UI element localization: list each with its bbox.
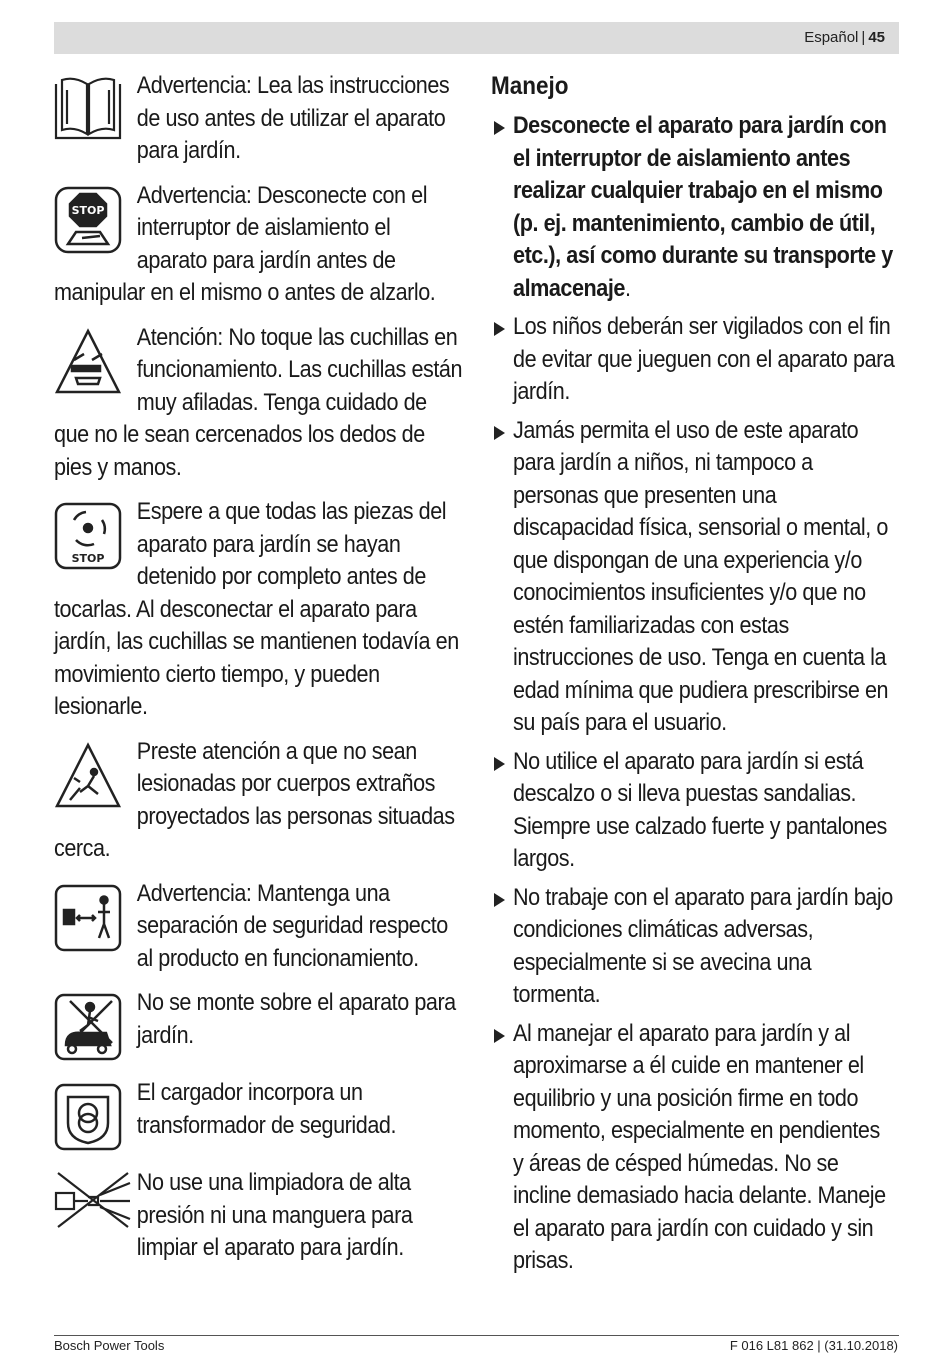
header-text [804,29,885,46]
list-item [491,1018,896,1278]
warning-text: Preste atención a que no sean lesionadas por cuerpos extraños proyectados las personas situadas cerca. [54,737,455,862]
handling-column [491,70,896,1284]
list-item-text: No utilice el aparato para jardín si está descalzo o si lleva puestas sandalias. Siempre use calzado fuerte y pantalones largos. [513,747,887,872]
page-number: 45 [868,29,885,46]
svg-text:STOP: STOP [71,203,105,217]
warning-text: No use una limpiadora de alta presión ni una manguera para limpiar el aparato para jardín. [136,1169,413,1261]
list-item-bold-text: Desconecte el aparato para jardín con el interruptor de aislamiento antes realizar cualquier trabajo en el mismo (p. ej. mantenimiento, cambio de útil, etc.), así como durante su transporte y almacenaje [513,112,893,302]
warning-text: Advertencia: Lea las instrucciones de uso antes de utilizar el aparato para jardín. [136,72,450,164]
list-item [491,746,896,876]
page-header [54,22,899,54]
warning-block [54,878,464,976]
list-item-text: Jamás permita el uso de este aparato para jardín a niños, ni tampoco a personas que presenten una discapacidad física, sensorial o mental, o que dispongan de una experiencia y/o conocimientos insuficientes y/o que no estén familiarizadas con estas instrucciones de uso. Tenga en cuenta la edad mínima que pudiera prescribirse en su país para el usuario. [513,416,889,736]
svg-text:STOP: STOP [71,552,105,565]
warning-text: Advertencia: Mantenga una separación de seguridad respecto al producto en funcionamiento. [136,879,448,972]
list-item [491,110,896,305]
list-item-text: Al manejar el aparato para jardín y al aproximarse a él cuide en mantener el equilibrio y una posición firme en todo momento, especialmente en pendientes y áreas de césped húmedas. No se incline demasiado hacia delante. Maneje el aparato para jardín con cuidado y sin prisas. [513,1019,886,1274]
warning-text: El cargador incorpora un transformador de seguridad. [136,1079,396,1139]
warning-block [54,70,464,168]
list-item [491,882,896,1012]
bullet-triangle-icon [494,426,505,440]
list-item [491,415,896,740]
section-title: Manejo [491,72,569,100]
warning-text: Atención: No toque las cuchillas en funcionamiento. Las cuchillas están muy afiladas. Tenga cuidado de que no le sean cercenados los dedos de pies y manos. [54,323,463,481]
warning-block [54,1077,464,1155]
footer-publisher: Bosch Power Tools [54,1338,165,1353]
warning-block [54,180,464,310]
header-separator: | [861,29,866,46]
warning-text: No se monte sobre el aparato para jardín. [136,989,456,1049]
warning-block [54,1167,464,1265]
bullet-triangle-icon [494,757,505,771]
list-item-suffix: . [624,274,631,302]
bullet-triangle-icon [494,893,505,907]
warning-block [54,322,464,485]
list-item-text [513,110,896,305]
bullet-triangle-icon [494,121,505,135]
warning-block [54,736,464,866]
footer-divider [54,1335,899,1336]
list-item [491,311,896,409]
bullet-triangle-icon [494,322,505,336]
warning-text: Advertencia: Desconecte con el interruptor de aislamiento el aparato para jardín antes de manipular en el mismo o antes de alzarlo. [54,181,436,306]
warning-text: Espere a que todas las piezas del aparato para jardín se hayan detenido por completo antes de tocarlas. Al desconectar el aparato para jardín, las cuchillas se mantienen todavía en movimiento cierto tiempo, y pueden lesionarle. [54,498,459,720]
warnings-column [54,70,464,1277]
bullet-triangle-icon [494,1029,505,1043]
handling-list [491,110,896,1278]
list-item-text: Los niños deberán ser vigilados con el fin de evitar que jueguen con el aparato para jardín. [513,313,895,405]
footer-doc-id: F 016 L81 862 | (31.10.2018) [729,1338,898,1353]
warning-block [54,496,464,724]
header-language: Español [804,29,859,46]
list-item-text: No trabaje con el aparato para jardín bajo condiciones climáticas adversas, especialmente si se avecina una tormenta. [513,883,893,1008]
warning-block [54,987,464,1065]
